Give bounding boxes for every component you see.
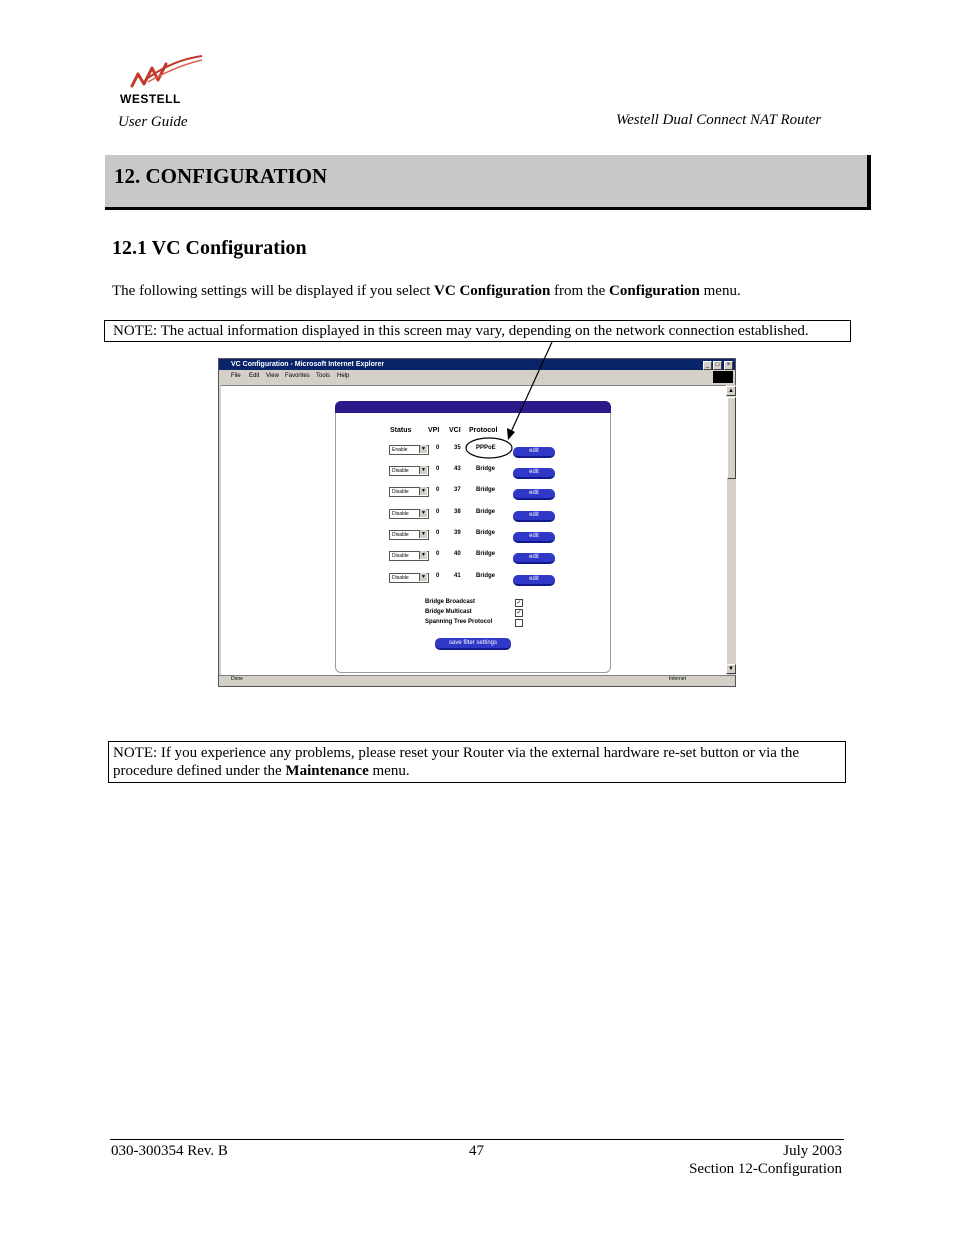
edit-button-2[interactable]: edit xyxy=(513,468,555,479)
bridge-multicast-label: Bridge Multicast xyxy=(425,609,472,615)
panel-header-band xyxy=(335,401,611,413)
edit-button-1[interactable]: edit xyxy=(513,447,555,458)
windows-logo-icon xyxy=(713,371,733,383)
col-vpi-header: VPI xyxy=(428,427,440,434)
vpi-cell: 0 xyxy=(436,466,440,472)
status-select-3[interactable]: Disable xyxy=(389,487,429,497)
window-title: VC Configuration - Microsoft Internet Explorer xyxy=(231,361,385,368)
note-reset-router: NOTE: If you experience any problems, please reset your Router via the external hardware re-set button or via the procedure defined under the Maintenance menu. xyxy=(108,741,846,783)
protocol-cell: Bridge xyxy=(476,487,496,493)
maximize-icon[interactable]: □ xyxy=(713,361,722,370)
vpi-cell: 0 xyxy=(436,573,440,579)
col-protocol-header: Protocol xyxy=(469,427,498,434)
vci-cell: 38 xyxy=(454,509,461,515)
bridge-broadcast-label: Bridge Broadcast xyxy=(425,599,476,605)
status-done-text: Done xyxy=(231,676,243,682)
menu-tools[interactable]: Tools xyxy=(316,373,331,379)
menu-help[interactable]: Help xyxy=(337,373,350,379)
chapter-title: 12. CONFIGURATION xyxy=(114,164,328,188)
footer-doc-number: 030-300354 Rev. B xyxy=(111,1143,228,1159)
protocol-cell: Bridge xyxy=(476,530,496,536)
menu-favorites[interactable]: Favorites xyxy=(285,373,310,379)
note-screen-varies: NOTE: The actual information displayed in this screen may vary, depending on the network connection established. xyxy=(104,320,851,342)
edit-button-7[interactable]: edit xyxy=(513,575,555,586)
vpi-cell: 0 xyxy=(436,445,440,451)
edit-button-6[interactable]: edit xyxy=(513,553,555,564)
footer-date: July 2003 xyxy=(783,1143,842,1159)
col-status-header: Status xyxy=(390,427,412,434)
vci-cell: 39 xyxy=(454,530,461,536)
menu-view[interactable]: View xyxy=(266,373,279,379)
section-title: 12.1 VC Configuration xyxy=(112,237,307,259)
intro-paragraph: The following settings will be displayed if you select VC Configuration from the Configuration menu. xyxy=(112,283,741,299)
status-select-2[interactable]: Disable xyxy=(389,466,429,476)
close-icon[interactable]: × xyxy=(724,361,733,370)
chevron-down-icon[interactable]: ▼ xyxy=(419,573,427,581)
scroll-down-icon[interactable]: ▼ xyxy=(726,664,736,674)
status-select-7[interactable]: Disable xyxy=(389,573,429,583)
header-guide-label: User Guide xyxy=(118,114,188,130)
vci-cell: 40 xyxy=(454,551,461,557)
status-bar xyxy=(219,675,735,687)
chevron-down-icon[interactable]: ▼ xyxy=(419,487,427,495)
save-filter-settings-button[interactable]: save filter settings xyxy=(435,638,511,650)
bridge-multicast-checkbox[interactable]: ✓ xyxy=(516,610,522,616)
col-vci-header: VCI xyxy=(449,427,461,434)
footer-section: Section 12-Configuration xyxy=(689,1161,842,1177)
spanning-tree-checkbox[interactable] xyxy=(515,619,523,627)
vci-cell: 41 xyxy=(454,573,461,579)
edit-button-3[interactable]: edit xyxy=(513,489,555,500)
edit-button-4[interactable]: edit xyxy=(513,511,555,522)
protocol-cell: PPPoE xyxy=(476,445,496,451)
footer-divider xyxy=(110,1139,844,1140)
status-select-6[interactable]: Disable xyxy=(389,551,429,561)
browser-window-screenshot xyxy=(218,358,736,687)
status-select-1[interactable]: Enable xyxy=(389,445,429,455)
scroll-up-icon[interactable]: ▲ xyxy=(726,386,736,396)
vc-config-panel xyxy=(335,401,611,673)
scrollbar-thumb[interactable] xyxy=(727,397,736,479)
vci-cell: 35 xyxy=(454,445,461,451)
vci-cell: 43 xyxy=(454,466,461,472)
menu-file[interactable]: File xyxy=(231,373,241,379)
vpi-cell: 0 xyxy=(436,530,440,536)
logo-wordmark: WESTELL xyxy=(120,92,181,106)
vpi-cell: 0 xyxy=(436,551,440,557)
chevron-down-icon[interactable]: ▼ xyxy=(419,445,427,453)
minimize-icon[interactable]: _ xyxy=(703,361,712,370)
bridge-broadcast-checkbox[interactable]: ✓ xyxy=(516,600,522,606)
chevron-down-icon[interactable]: ▼ xyxy=(419,509,427,517)
status-select-4[interactable]: Disable xyxy=(389,509,429,519)
protocol-cell: Bridge xyxy=(476,466,496,472)
protocol-cell: Bridge xyxy=(476,573,496,579)
chevron-down-icon[interactable]: ▼ xyxy=(419,530,427,538)
vci-cell: 37 xyxy=(454,487,461,493)
vpi-cell: 0 xyxy=(436,487,440,493)
edit-button-5[interactable]: edit xyxy=(513,532,555,543)
spanning-tree-label: Spanning Tree Protocol xyxy=(425,619,493,625)
status-zone-text: Internet xyxy=(669,676,686,682)
chevron-down-icon[interactable]: ▼ xyxy=(419,466,427,474)
chevron-down-icon[interactable]: ▼ xyxy=(419,551,427,559)
protocol-cell: Bridge xyxy=(476,509,496,515)
footer-page-number: 47 xyxy=(469,1143,484,1159)
header-product-name: Westell Dual Connect NAT Router xyxy=(616,112,822,128)
protocol-cell: Bridge xyxy=(476,551,496,557)
status-select-5[interactable]: Disable xyxy=(389,530,429,540)
vpi-cell: 0 xyxy=(436,509,440,515)
menu-edit[interactable]: Edit xyxy=(249,373,260,379)
